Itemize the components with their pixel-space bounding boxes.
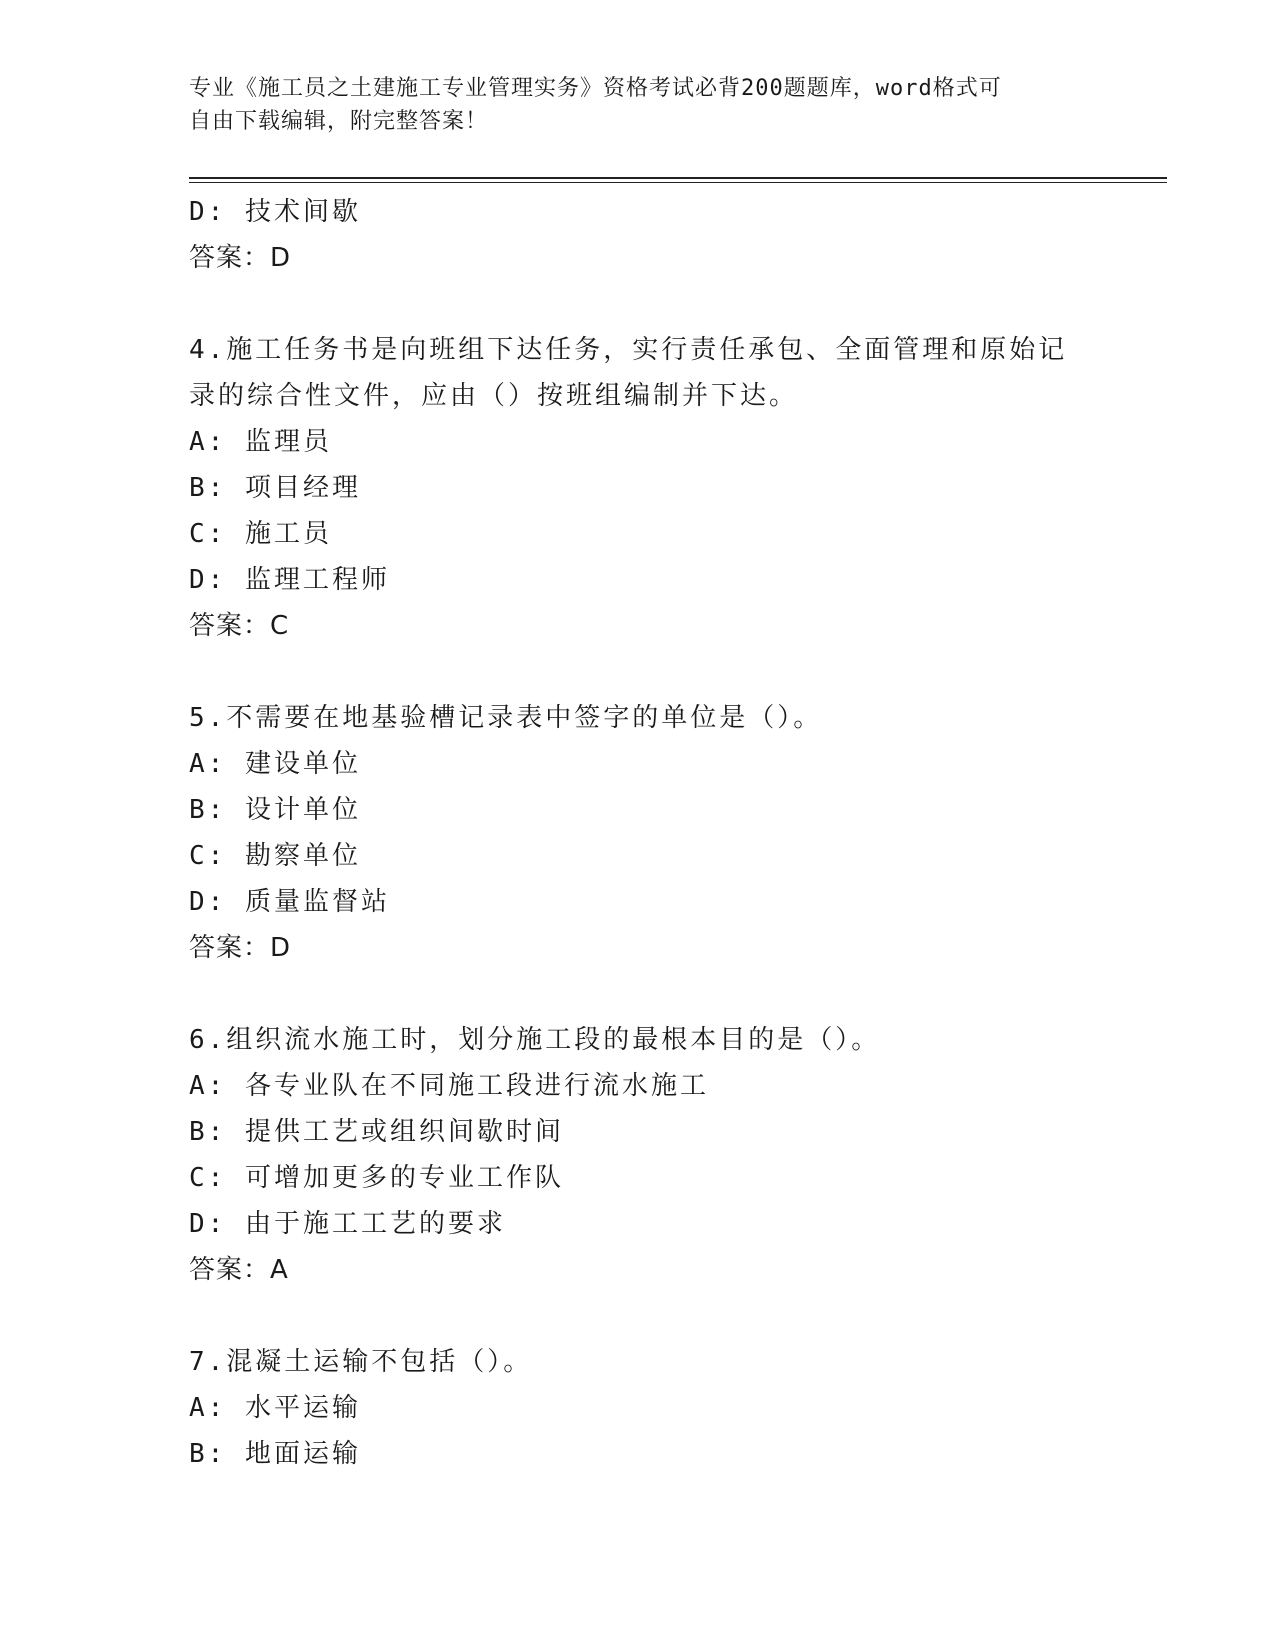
header-line-2: 自由下载编辑，附完整答案！ — [189, 109, 489, 134]
question-block — [189, 1017, 1089, 1293]
question-block — [189, 695, 1089, 971]
option-line: D: 质量监督站 — [189, 887, 390, 917]
option-line: D: 技术间歇 — [189, 197, 361, 227]
question-text: 7.混凝土运输不包括（）。 — [189, 1347, 533, 1377]
option-line: B: 设计单位 — [189, 795, 361, 825]
option-line: D: 监理工程师 — [189, 565, 390, 595]
header-divider-thick — [189, 177, 1167, 179]
option-line: A: 监理员 — [189, 427, 332, 457]
question-text: 6.组织流水施工时，划分施工段的最根本目的是（）。 — [189, 1025, 881, 1055]
option-line: A: 各专业队在不同施工段进行流水施工 — [189, 1071, 709, 1101]
option-line: A: 水平运输 — [189, 1393, 361, 1423]
option-line: B: 项目经理 — [189, 473, 361, 503]
question-list — [189, 189, 1089, 1477]
question-block — [189, 1339, 1089, 1477]
answer-line: 答案：A — [189, 1255, 289, 1285]
question-block — [189, 327, 1089, 649]
header-divider-thin — [189, 182, 1167, 183]
answer-line: 答案：D — [189, 933, 292, 963]
option-line: A: 建设单位 — [189, 749, 361, 779]
option-line: B: 地面运输 — [189, 1439, 361, 1469]
option-line: C: 勘察单位 — [189, 841, 361, 871]
answer-line: 答案：C — [189, 611, 290, 641]
question-text: 4.施工任务书是向班组下达任务，实行责任承包、全面管理和原始记 — [189, 335, 1068, 365]
answer-line: 答案：D — [189, 243, 292, 273]
option-line: B: 提供工艺或组织间歇时间 — [189, 1117, 564, 1147]
document-header — [189, 72, 1079, 138]
option-line: D: 由于施工工艺的要求 — [189, 1209, 506, 1239]
option-line: C: 施工员 — [189, 519, 332, 549]
question-text: 5.不需要在地基验槽记录表中签字的单位是（）。 — [189, 703, 823, 733]
header-line-1: 专业《施工员之土建施工专业管理实务》资格考试必背200题题库，word格式可 — [189, 76, 1002, 101]
question-text: 录的综合性文件，应由（）按班组编制并下达。 — [189, 381, 799, 411]
option-line: C: 可增加更多的专业工作队 — [189, 1163, 564, 1193]
